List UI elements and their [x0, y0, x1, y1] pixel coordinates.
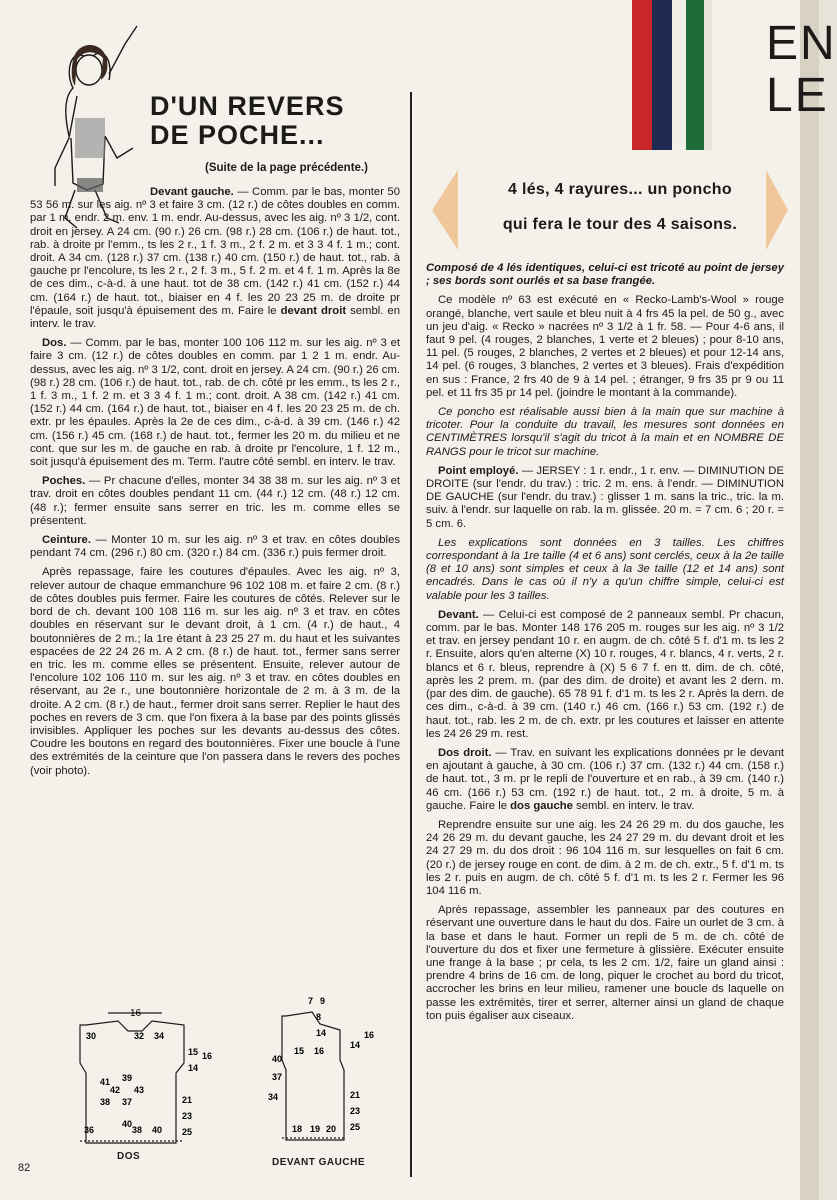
diagram-dos-label: DOS [117, 1151, 141, 1162]
stripe-green [686, 0, 704, 150]
para-dos-droit [426, 747, 784, 813]
text-poches: — Pr chacune d'elles, monter 34 38 38 m. sur les aig. nº 3 et trav. droit en côtes doubles pendant 11 cm. (44 r.) 12 cm. (48 r.) 12 cm. (48 r.); fermer ensuite sans serrer en tric. les m. comme elles se présentent. [30, 475, 400, 527]
dos-n16: 16 [202, 1051, 213, 1061]
para-point [426, 465, 784, 531]
diagram-devant-label: DEVANT GAUCHE [272, 1157, 365, 1168]
text-point: — JERSEY : 1 r. endr., 1 r. env. — DIMINUTION DE DROITE (sur l'endr. du trav.) : tric. 2 m. ens. à l'endr. — DIMINUTION DE GAUCHE (sur l'endr. du trav.) : glisser 1 m. sans la tric., tric. la m. suiv. à l'endr. sur laquelle on rab. la m. glissée. 20 m. = 7 cm. 6 ; 20 r. = 5 cm. 6. [426, 464, 784, 530]
dos-n38: 38 [100, 1097, 111, 1107]
dos-n40: 40 [122, 1119, 133, 1129]
dos-n21: 21 [182, 1095, 193, 1105]
heading-dos: Dos. [42, 337, 67, 350]
cut-off-headline [766, 18, 837, 122]
continued-note: (Suite de la page précédente.) [205, 162, 368, 174]
article-title [150, 92, 344, 150]
stripe-navy [652, 0, 672, 150]
devant-n37: 37 [272, 1072, 283, 1082]
dos-n36: 36 [84, 1125, 95, 1135]
arrow-left-decoration [432, 170, 458, 250]
devant-n40: 40 [272, 1054, 283, 1064]
dos-width: 16 [130, 1008, 142, 1019]
para-machine [426, 406, 784, 459]
stripe-white-2 [704, 0, 712, 150]
text-dos-droit: — Trav. en suivant les explications données pr le devant en ajoutant à gauche, à 30 cm. (106 r.) 37 cm. (132 r.) 44 cm. (158 r.) de haut. tot., 3 m. pr le repli de l'ouverture et en rab., à 39 cm. (140 r.) 46 cm. (166 r.) 53 cm. (192 r.) de haut. tot., 2 m. à droite, 5 m. à gauche. Faire le [426, 746, 784, 812]
diagram-devant-gauche [258, 990, 388, 1155]
para-model: Ce modèle nº 63 est exécuté en « Recko-Lamb's-Wool » rouge orangé, blanche, vert saule et bleu nuit à 4 frs 45 la pel. de 50 g., avec un jeu d'aig. « Recko » nacrées nº 3 1/2 à 1 fr. 58. — Pour 4-6 ans, il faut 9 pel. (4 rouges, 2 blanches, 1 verte et 2 bleues) ; pour 8-10 ans, 11 pel. (5 rouges, 2 blanches, 2 vertes et 2 bleues) et pour 12-14 ans, 14 pel. (6 rouges, 3 blanches, 2 vertes et 3 bleues). Frais d'expédition en sus : France, 2 frs 40 de 9 à 14 pel. ; étranger, 9 frs 35 pr 9 ou 11 pel. et 11 frs 35 pr 14 pel. (joindre le montant à la commande). [426, 294, 784, 399]
para-devant-gauche [30, 186, 400, 331]
devant-n34: 34 [268, 1092, 279, 1102]
devant-n15: 15 [294, 1046, 305, 1056]
big-letters-line1: EN [766, 17, 837, 70]
poncho-headline [470, 172, 770, 242]
devant-n16b: 16 [364, 1030, 375, 1040]
dos-n15: 15 [188, 1047, 199, 1057]
dos-n42: 42 [110, 1085, 121, 1095]
para-sizes [426, 537, 784, 603]
para-assembly: Après repassage, faire les coutures d'épaules. Avec les aig. nº 3, relever autour de chaque emmanchure 96 102 108 m. et faire 2 cm. (8 r.) de côtes doubles puis fermer. Faire les coutures de côtés. Relever sur le bord de ch. devant 100 108 116 m. sur les aig. nº 3 et trav. en côtes doubles en réservant sur le devant droit, à 1 cm. (4 r.) de haut., 4 boutonnières de 2 m.; la 1re étant à 23 25 27 m. du haut et les suivantes espacées de 22 24 26 m. A 2 cm. (8 r.) de haut. tot., fermer sans serrer en tric. les m. comme elles se présentent. Ensuite, relever autour de l'encolure 102 106 110 m. sur les aig. nº 3 et trav. en côtes doubles en réservant, au 2e r., une boutonnière horizontale de 2 m. à 3 m. de la droite. A 2 cm. (8 r.) de haut., fermer droit sans serrer. Replier le haut des poches en revers de 3 cm. que l'on fixera à la base par des points glissés invisibles. Appliquer les poches sur les devants au-dessus des côtes. Coudre les boutons en regard des boutonnières. Fixer une boucle à l'une des extrémités de la ceinture que l'on passera dans le revers des poches (voir photo). [30, 566, 400, 777]
devant-n8: 8 [316, 1012, 322, 1022]
dos-n43: 43 [134, 1085, 145, 1095]
dos-n40b: 40 [152, 1125, 163, 1135]
column-divider [410, 92, 412, 1177]
devant-n9: 9 [320, 996, 326, 1006]
dos-n25: 25 [182, 1127, 193, 1137]
devant-droit-bold: devant droit [280, 304, 347, 317]
devant-n19: 19 [310, 1124, 321, 1134]
para-final: Après repassage, assembler les panneaux par des coutures en réservant une ouverture dans le haut du dos. Faire un ourlet de 3 cm. à la base et dans le haut. Former un repli de 5 m. de ch. côté de l'ouverture du dos et fixer une fermeture à glissière. Exécuter ensuite une frange à la base ; pr cela, ts les 2 cm. 1/2, faire un gland ainsi : prendre 4 brins de 16 cm. de long, piquer le crochet au bord du tricot, accrocher les brins en leur milieu, ramener une boucle ds laquelle on passe les extrémités, tirer et serrer, alterner ainsi un gland de chaque ton puis égaliser aux ciseaux. [426, 904, 784, 1022]
stripe-white [672, 0, 686, 150]
dos-n41: 41 [100, 1077, 111, 1087]
dos-gauche-tail: sembl. en interv. le trav. [576, 799, 695, 812]
para-ceinture [30, 534, 400, 560]
heading-dos-droit: Dos droit. [438, 746, 492, 759]
para-dos [30, 337, 400, 469]
heading-poches: Poches. [42, 475, 86, 488]
devant-n7: 7 [308, 996, 314, 1006]
dos-n32: 32 [134, 1031, 145, 1041]
para-poches [30, 475, 400, 528]
poncho-headline-line1: 4 lés, 4 rayures... un poncho [508, 181, 732, 198]
devant-n14: 14 [316, 1028, 327, 1038]
devant-n14b: 14 [350, 1040, 361, 1050]
poncho-intro: Composé de 4 lés identiques, celui-ci est tricoté au point de jersey ; ses bords sont ourlés et sa base frangée. [426, 262, 784, 288]
heading-point: Point employé. [438, 464, 519, 477]
devant-n16: 16 [314, 1046, 325, 1056]
devant-n23: 23 [350, 1106, 361, 1116]
dos-n14: 14 [188, 1063, 199, 1073]
para-reprendre: Reprendre ensuite sur une aig. les 24 26 29 m. du dos gauche, les 24 26 29 m. du devant gauche, les 24 27 29 m. du devant droit et les 24 27 29 m. du dos droit : 96 104 116 m. sur lesquelles on fait 6 cm. (20 r.) de jersey rouge en cont. de dim. à 2 m. de ch. extr., 5 f. d'1 m. ts les 2 r. puis en augm. de ch. côté 5 f. d'1 m. ts les 2 r. Fermer les 96 104 116 m. [426, 818, 784, 897]
page-edge [800, 0, 819, 1200]
page-number: 82 [18, 1162, 31, 1174]
dos-n38b: 38 [132, 1125, 143, 1135]
big-letters-line2: LE [766, 69, 829, 122]
text-ceinture: — Monter 10 m. sur les aig. nº 3 et trav. en côtes doubles pendant 74 cm. (296 r.) 80 cm. (320 r.) 84 cm. (336 r.) puis fermer droit. [30, 534, 400, 560]
heading-ceinture: Ceinture. [42, 534, 91, 547]
devant-n20: 20 [326, 1124, 337, 1134]
text-sizes: Les explications sont données en 3 tailles. Les chiffres correspondant à la 1re taille (4 et 6 ans) sont cerclés, ceux à la 2e taille (8 et 10 ans) sont simples et ceux à la 3e taille (12 et 14 ans) sont encadrés. Dans le cas où il n'y a qu'un chiffre simple, celui-ci est valable pour les 3 tailles. [426, 536, 784, 602]
devant-n25: 25 [350, 1122, 361, 1132]
title-line2: DE POCHE... [150, 120, 325, 150]
dos-n23: 23 [182, 1111, 193, 1121]
heading-devant: Devant. [438, 608, 479, 621]
devant-droit-tail: sembl. en interv. le trav. [30, 304, 400, 331]
devant-n18: 18 [292, 1124, 303, 1134]
text-devant: — Celui-ci est composé de 2 panneaux sembl. Pr chacun, comm. par le bas. Monter 148 176 205 m. rouges sur les aig. nº 3 1/2 et trav. en jersey pendant 10 r. en augm. de ch. côté 5 f. d'1 m. ts les 2 r. Ensuite, alors qu'en alterne (X) 10 r. rouges, 4 r. blancs, 4 r. verts, 2 r. blancs et 6 r. bleus, reprendre à (X) 5 6 7 f. en tt. dim. de ch. côté, après les 2 prem. m. (par des dim. de droite) et avant les 2 dern. m. (par des dim. de gauche). 65 78 91 f. d'1 m. ts les 2 r. Après la dern. de ces dim., c-à-d. à 39 cm. (140 r.) 46 cm. (166 r.) 53 cm. (192 r.) de haut. tot., rab. les 2 m. de ch. extr. pr les coutures et laisser en attente les 24 26 29 m. rest. [426, 608, 785, 740]
title-line1: D'UN REVERS [150, 91, 345, 121]
dos-n30: 30 [86, 1031, 97, 1041]
dos-n39: 39 [122, 1073, 133, 1083]
text-dos: — Comm. par le bas, monter 100 106 112 m. sur les aig. nº 3 et faire 3 cm. (12 r.) de côtes doubles en comm. par 1 2 1 m. endr. Au-dessus, avec les aig. nº 3 1/2, cont. droit en jersey. A 24 cm. (90 r.) 26 cm. (98 r.) 28 cm. (106 r.) de haut. tot., rab. de ch. côté pr les emm., ts les 2 r., 1 f. 3 m., 1 f. 2 m. et 3 3 4 f. 1 m.; cont. droit. A 38 cm. (142 r.) 41 cm. (152 r.) 44 cm. (164 r.) de haut. tot., biaiser en 4 f. les 20 23 25 m. de ch. extr. pr les épaules. Après la 2e de ces dim., c-à-d. à 39 cm. (146 r.) 42 cm. (156 r.) 45 cm. (168 r.) de haut. tot., fermer les 20 m. du milieu et ne cont. que sur les m. de gauche en rab. à droite pr l'encolure, 1 f. 12 m., soit jusqu'à épuisement des m. Term. l'autre côté sembl. en interv. le trav. [30, 337, 400, 469]
stripe-red [632, 0, 652, 150]
poncho-headline-line2: qui fera le tour des 4 saisons. [502, 216, 738, 233]
right-column [426, 262, 784, 1029]
dos-n34: 34 [154, 1031, 165, 1041]
text-devant-gauche: — Comm. par le bas, monter 50 53 56 m. sur les aig. nº 3 et faire 3 cm. (12 r.) de côtes doubles en comm. par 1 m. endr. 2 m. env. 1 m. endr. Au-dessus, avec les aig. nº 3 1/2, cont. droit en jersey. A 24 cm. (90 r.) 26 cm. (98 r.) 28 cm. (106 r.) de haut. tot., rab. à droite pr l'emm., ts les 2 r., 1 f. 3 m., 2 f. 2 m. et 3 3 4 f. 1 m.; cont. droit. A 34 cm. (128 r.) 37 cm. (138 r.) 40 cm. (150 r.) de haut. tot., rab. à gauche pr l'encolure, ts les 2 r., 2 f. 3 m., 5 f. 2 m. et 4 f. 1 m. Après la 8e de ces dim., c-à-d. à une haut. tot de 38 cm. (142 r.) 41 cm. (152 r.) 44 cm. (164 r.) de haut. tot., biaiser en 4 f. les 20 23 25 m. de droite pr l'épaule, soit jusqu'à épuisement des m. Faire le [30, 186, 400, 317]
dos-n37: 37 [122, 1097, 133, 1107]
devant-n21: 21 [350, 1090, 361, 1100]
dos-gauche-bold: dos gauche [510, 799, 573, 812]
text-machine: Ce poncho est réalisable aussi bien à la main que sur machine à tricoter. Pour la conduite du travail, les mesures sont données en CENTIMÈTRES lorsqu'il s'agit du tricot à la main et en NOMBRE DE RANGS pour le tricot sur machine. [426, 406, 784, 458]
diagram-dos [72, 1003, 222, 1158]
left-column [30, 186, 400, 784]
heading-devant-gauche: Devant gauche. [150, 186, 234, 198]
poncho-stripes-photo [632, 0, 712, 150]
para-devant [426, 609, 784, 741]
